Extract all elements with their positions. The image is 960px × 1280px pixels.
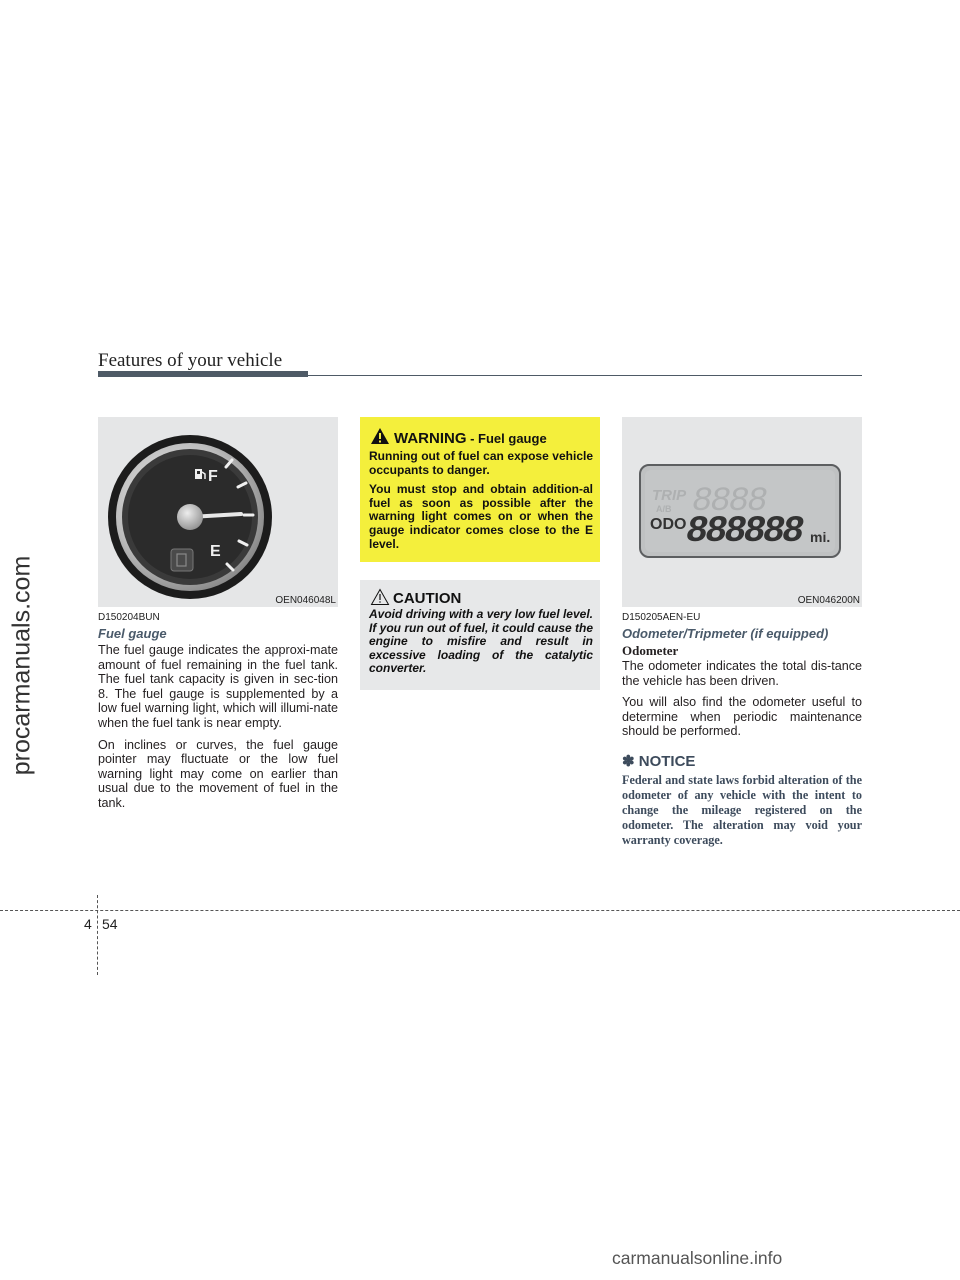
odometer-caption: OEN046200N [797, 595, 860, 606]
footer-rule [0, 910, 960, 911]
notice-title: ✽ NOTICE [622, 753, 696, 770]
header-rule-thick [98, 371, 308, 377]
odo-label: ODO [650, 516, 687, 533]
odometer-section-body [622, 659, 862, 746]
side-watermark [2, 500, 42, 830]
warning-title [394, 430, 547, 447]
odometer-section-heading: Odometer/Tripmeter (if equipped) [622, 626, 829, 641]
warning-title-text: WARNING [394, 430, 467, 447]
fuel-paragraph-1: The fuel gauge indicates the approxi-mate amount of fuel remaining in the fuel tank. The fuel tank capacity is given in sec-tion 8. The fuel gauge is supplemented by a low fuel warning light, which will illumi-nate when the fuel tank is near empty. [98, 643, 338, 730]
fuel-gauge-illustration [98, 417, 338, 607]
fuel-gauge-figure [98, 417, 338, 607]
warning-box [360, 417, 600, 562]
caution-triangle-icon [370, 588, 390, 606]
odometer-illustration [622, 417, 862, 607]
bottom-watermark: carmanualsonline.info [612, 1248, 783, 1268]
fuel-section-heading: Fuel gauge [98, 626, 167, 641]
footer-vertical-rule [97, 895, 98, 975]
odometer-figure [622, 417, 862, 607]
gauge-empty-label: E [210, 543, 221, 560]
fuel-paragraph-2: On inclines or curves, the fuel gauge pointer may fluctuate or the low fuel warning light may come on earlier than usual due to the movement of fuel in the tank. [98, 737, 338, 810]
fuel-section-code: D150204BUN [98, 612, 160, 623]
page-number: 54 [102, 916, 118, 932]
gauge-full-label: F [208, 468, 218, 485]
warning-subtitle: - Fuel gauge [466, 431, 547, 446]
odo-digits: 888888 [686, 511, 802, 553]
odometer-paragraph-1: The odometer indicates the total dis-tance the vehicle has been driven. [622, 659, 862, 688]
side-watermark-text: procarmanuals.com [7, 555, 36, 775]
odo-unit: mi. [810, 529, 831, 545]
header-rule-thin [308, 375, 862, 376]
odometer-paragraph-2: You will also find the odometer useful to determine when periodic maintenance should be performed. [622, 695, 862, 739]
warning-triangle-icon [370, 427, 390, 445]
caution-body: Avoid driving with a very low fuel level. If you run out of fuel, it could cause the engine to misfire and result in excessive loading of the catalytic converter. [369, 607, 594, 676]
warning-paragraph-2: You must stop and obtain addition-al fuel as soon as possible after the warning light comes on or when the gauge indicator comes close to the E level. [369, 482, 593, 551]
fuel-section-body [98, 643, 338, 818]
caution-title: CAUTION [393, 590, 462, 607]
notice-body: Federal and state laws forbid alteration of the odometer of any vehicle with the intent to change the mileage registered on the odometer. The alteration may void your warranty coverage. [622, 773, 862, 847]
odometer-section-code: D150205AEN-EU [622, 612, 701, 623]
trip-label: TRIP [652, 487, 687, 504]
warning-paragraph-1: Running out of fuel can expose vehicle occupants to danger. [369, 449, 593, 477]
trip-sub-label: A/B [656, 504, 672, 514]
warning-body [369, 450, 593, 557]
chapter-number: 4 [84, 916, 92, 932]
trip-digits: 8888 [692, 483, 766, 521]
caution-box [360, 580, 600, 690]
low-fuel-warning-icon [171, 549, 193, 571]
odometer-subheading: Odometer [622, 643, 679, 658]
page-header-title: Features of your vehicle [98, 350, 283, 371]
fuel-gauge-caption: OEN046048L [275, 595, 336, 606]
